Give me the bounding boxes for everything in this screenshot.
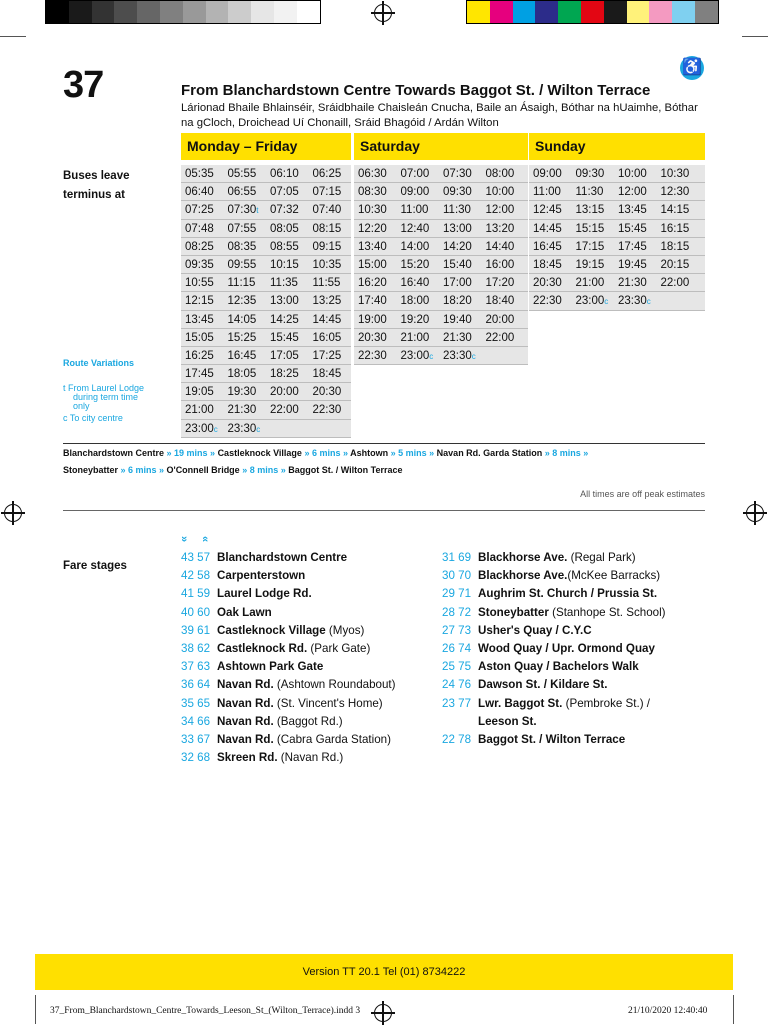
off-peak-note: All times are off peak estimates — [580, 489, 705, 499]
departure-time: 08:00 — [485, 168, 515, 180]
timetable-row — [529, 274, 705, 292]
grayscale-color-bar — [45, 0, 321, 24]
departure-time: 15:45 — [618, 222, 647, 235]
journey-stop: Navan Rd. Garda Station — [436, 448, 543, 458]
departure-time: 14:15 — [660, 204, 690, 217]
timetable-row — [181, 165, 351, 183]
fare-stage: 22 78 Baggot St. / Wilton Terrace — [442, 732, 626, 746]
journey-gap: » 6 mins » — [118, 465, 167, 475]
departure-time: 14:40 — [485, 240, 515, 253]
departure-time: 16:15 — [660, 222, 690, 235]
departure-time: 08:25 — [185, 240, 214, 253]
timetable-row — [181, 256, 351, 274]
departure-time: 17:25 — [312, 349, 342, 362]
departure-time: 19:15 — [575, 258, 605, 271]
journey-gap: » 6 mins » — [301, 448, 351, 458]
departure-time: 21:00 — [185, 404, 214, 417]
departure-time: 15:00 — [358, 258, 387, 271]
fare-stage: 27 73 Usher's Quay / C.Y.C — [442, 623, 592, 637]
departure-time: 06:40 — [185, 186, 214, 199]
fare-stage: 32 68 Skreen Rd. (Navan Rd.) — [181, 751, 344, 765]
departure-time: 06:55 — [227, 186, 257, 199]
crop-mark — [0, 36, 26, 37]
departure-time: 07:05 — [270, 186, 299, 199]
departure-time: 16:20 — [358, 277, 387, 290]
journey-stop: Stoneybatter — [63, 465, 119, 475]
departure-time: 13:15 — [575, 204, 605, 217]
journey-stop: Ashtown — [350, 448, 389, 458]
fare-stage: 35 65 Navan Rd. (St. Vincent's Home) — [181, 696, 383, 710]
departure-time: 11:15 — [227, 277, 256, 290]
buses-leave-label: Buses leave terminus at — [63, 170, 130, 201]
departure-time: 15:25 — [227, 331, 257, 344]
timetable-row — [354, 274, 528, 292]
departure-time: 16:25 — [185, 349, 214, 362]
departure-time: 14:45 — [312, 313, 342, 326]
departure-time: 10:35 — [312, 258, 342, 271]
timetable-row — [181, 347, 351, 365]
departure-time: 20:15 — [660, 258, 690, 271]
departure-time: 11:30 — [575, 186, 604, 199]
fare-stage: 30 70 Blackhorse Ave.(McKee Barracks) — [442, 569, 661, 583]
departure-time: 14:20 — [443, 240, 472, 253]
registration-mark-icon — [4, 504, 22, 522]
departure-time: 17:20 — [485, 277, 515, 290]
departure-time: 08:55 — [270, 240, 299, 253]
departure-time: 12:45 — [533, 204, 562, 217]
fare-stage: 42 58 Carpenterstown — [181, 569, 306, 583]
departure-time: 08:15 — [312, 222, 342, 235]
departure-time: 23:00c — [575, 295, 609, 308]
fare-list-left — [181, 549, 396, 767]
departure-time: 19:20 — [400, 313, 430, 326]
departure-time: 16:40 — [400, 277, 430, 290]
departure-time: 22:30 — [533, 295, 562, 308]
departure-time: 11:00 — [400, 204, 429, 217]
timetable-row — [529, 165, 705, 183]
departure-time: 14:00 — [400, 240, 430, 253]
timetable-row — [529, 220, 705, 238]
timetable-row — [354, 201, 528, 219]
departure-time: 17:40 — [358, 295, 387, 308]
timetable-row — [181, 311, 351, 329]
departure-time: 18:45 — [312, 368, 342, 381]
journey-times-line2 — [63, 465, 403, 475]
departure-time: 18:05 — [227, 368, 257, 381]
departure-time: 13:20 — [485, 222, 515, 235]
departure-time: 10:30 — [358, 204, 387, 217]
departure-time: 07:30 — [443, 168, 472, 180]
timetable-row — [354, 220, 528, 238]
departure-time: 15:40 — [443, 258, 472, 271]
departure-time: 23:00c — [400, 349, 434, 362]
departure-time: 17:00 — [443, 277, 472, 290]
departure-time: 13:00 — [270, 295, 299, 308]
page-title: From Blanchardstown Centre Towards Baggot St. / Wilton Terrace — [181, 82, 651, 99]
departure-time: 05:35 — [185, 168, 214, 180]
timetable-row — [529, 201, 705, 219]
timetable-row — [181, 201, 351, 219]
variation-c: c To city centre — [63, 413, 123, 423]
wheelchair-icon: ♿ — [680, 56, 704, 80]
departure-time: 19:30 — [227, 386, 257, 399]
departure-time: 10:30 — [660, 168, 690, 180]
departure-time: 22:00 — [270, 404, 299, 417]
departure-time: 09:00 — [400, 186, 430, 199]
departure-time: 07:32 — [270, 204, 299, 217]
sunday-header: Sunday — [529, 133, 705, 160]
timetable-row — [181, 329, 351, 347]
departure-time: 09:35 — [185, 258, 214, 271]
fare-stage-continued: Leeson St. — [478, 714, 537, 728]
fare-stage: 24 76 Dawson St. / Kildare St. — [442, 678, 608, 692]
departure-time: 06:10 — [270, 168, 299, 180]
departure-time: 16:00 — [485, 258, 515, 271]
weekday-timetable — [181, 165, 351, 438]
timetable-row — [181, 365, 351, 383]
timetable-row — [354, 256, 528, 274]
journey-stop: O'Connell Bridge — [166, 465, 240, 475]
departure-time: 05:55 — [227, 168, 257, 180]
departure-time: 20:00 — [485, 313, 515, 326]
departure-time: 19:45 — [618, 258, 647, 271]
departure-time: 12:15 — [185, 295, 214, 308]
timetable-row — [529, 183, 705, 201]
process-color-bar — [466, 0, 719, 24]
departure-time: 19:00 — [358, 313, 387, 326]
departure-time: 13:45 — [618, 204, 647, 217]
departure-time: 07:40 — [312, 204, 342, 217]
departure-time: 20:30 — [312, 386, 342, 399]
departure-time: 10:55 — [185, 277, 214, 290]
registration-mark-icon — [374, 4, 392, 22]
down-arrows-icon: » — [178, 535, 191, 543]
timetable-row — [354, 292, 528, 310]
departure-time: 15:15 — [575, 222, 605, 235]
fare-stage: 38 62 Castleknock Rd. (Park Gate) — [181, 641, 371, 655]
departure-time: 21:00 — [575, 277, 605, 290]
departure-time: 13:40 — [358, 240, 387, 253]
departure-time: 13:45 — [185, 313, 214, 326]
departure-time: 10:00 — [618, 168, 647, 180]
fare-stage: 43 57 Blanchardstown Centre — [181, 551, 348, 564]
departure-time: 19:05 — [185, 386, 214, 399]
departure-time: 20:30 — [358, 331, 387, 344]
fare-stage: 40 60 Oak Lawn — [181, 605, 272, 619]
journey-gap: » 8 mins » — [239, 465, 289, 475]
fare-stage: 25 75 Aston Quay / Bachelors Walk — [442, 660, 639, 674]
fare-stages-label: Fare stages — [63, 560, 127, 572]
departure-time: 13:00 — [443, 222, 472, 235]
up-arrows-icon: « — [199, 535, 212, 543]
departure-time: 18:20 — [443, 295, 472, 308]
departure-time: 10:00 — [485, 186, 515, 199]
fare-stage: 31 69 Blackhorse Ave. (Regal Park) — [442, 551, 636, 564]
departure-time: 11:00 — [533, 186, 561, 199]
route-number: 37 — [63, 64, 104, 106]
departure-time: 09:30 — [443, 186, 472, 199]
departure-time: 18:40 — [485, 295, 515, 308]
timetable-row — [354, 311, 528, 329]
departure-time: 08:30 — [358, 186, 387, 199]
registration-mark-icon — [374, 1004, 392, 1022]
fare-stage: 33 67 Navan Rd. (Cabra Garda Station) — [181, 732, 391, 746]
departure-time: 12:20 — [358, 222, 387, 235]
departure-time: 16:45 — [533, 240, 562, 253]
weekday-header: Monday – Friday — [181, 133, 351, 160]
departure-time: 16:05 — [312, 331, 342, 344]
departure-time: 15:05 — [185, 331, 214, 344]
timetable-row — [181, 183, 351, 201]
footer-text: Version TT 20.1 Tel (01) 8734222 — [302, 966, 466, 978]
fare-stage: 34 66 Navan Rd. (Baggot Rd.) — [181, 714, 343, 728]
departure-time: 09:30 — [575, 168, 605, 180]
timetable-row — [181, 383, 351, 401]
footer-bar — [35, 954, 733, 990]
journey-times-line1 — [63, 448, 588, 458]
timetable-row — [529, 256, 705, 274]
departure-time: 23:00c — [185, 422, 218, 435]
departure-time: 07:30t — [227, 204, 259, 217]
departure-time: 15:20 — [400, 258, 430, 271]
divider — [63, 510, 705, 511]
departure-time: 10:15 — [270, 258, 299, 271]
departure-time: 06:30 — [358, 168, 387, 180]
departure-time: 09:15 — [312, 240, 342, 253]
timetable-row — [181, 292, 351, 310]
departure-time: 08:05 — [270, 222, 299, 235]
departure-time: 06:25 — [312, 168, 342, 180]
departure-time: 22:30 — [312, 404, 342, 417]
timetable-row — [354, 347, 528, 365]
timetable-row — [181, 420, 351, 438]
departure-time: 07:55 — [227, 222, 257, 235]
fare-stage: 29 71 Aughrim St. Church / Prussia St. — [442, 587, 658, 601]
departure-time: 12:00 — [485, 204, 515, 217]
crop-mark — [733, 995, 734, 1024]
departure-time: 20:30 — [533, 277, 562, 290]
journey-gap: » 5 mins » — [388, 448, 437, 458]
departure-time: 21:30 — [618, 277, 647, 290]
departure-time: 07:15 — [312, 186, 342, 199]
divider — [63, 443, 705, 444]
departure-time: 22:00 — [660, 277, 690, 290]
journey-gap: » 8 mins » — [542, 448, 589, 458]
departure-time: 14:25 — [270, 313, 299, 326]
saturday-timetable — [354, 165, 528, 365]
departure-time: 21:30 — [227, 404, 257, 417]
crop-mark — [742, 36, 768, 37]
slug-filename: 37_From_Blanchardstown_Centre_Towards_Leeson_St_(Wilton_Terrace).indd 3 — [50, 1006, 361, 1016]
departure-time: 14:05 — [227, 313, 257, 326]
departure-time: 07:25 — [185, 204, 214, 217]
departure-time: 23:30c — [227, 422, 261, 435]
departure-time: 20:00 — [270, 386, 299, 399]
timetable-row — [181, 220, 351, 238]
journey-stop: Castleknock Village — [217, 448, 302, 458]
departure-time: 13:25 — [312, 295, 342, 308]
departure-time: 21:30 — [443, 331, 472, 344]
departure-time: 18:25 — [270, 368, 299, 381]
departure-time: 18:00 — [400, 295, 430, 308]
departure-time: 18:15 — [660, 240, 690, 253]
departure-time: 12:30 — [660, 186, 690, 199]
timetable-row — [354, 238, 528, 256]
timetable-row — [354, 165, 528, 183]
fare-stage: 37 63 Ashtown Park Gate — [181, 660, 324, 674]
irish-title: Lárionad Bhaile Bhlainséir, Sráidbhaile Chaisleán Cnucha, Baile an Ásaigh, Bóthar na hUaimhe, Bóthar na gCloch, Droichead Uí Chonaill, Sráid Bhagóid / Ardán Wilton — [181, 102, 698, 129]
variation-t-line1: t From Laurel Lodge — [63, 383, 145, 393]
fare-stage: 41 59 Laurel Lodge Rd. — [181, 587, 312, 601]
saturday-header: Saturday — [354, 133, 528, 160]
departure-time: 14:45 — [533, 222, 562, 235]
fare-list-right — [442, 549, 666, 749]
timetable-row — [181, 238, 351, 256]
timetable-row — [354, 183, 528, 201]
departure-time: 17:45 — [185, 368, 214, 381]
timetable-row — [529, 292, 705, 310]
departure-time: 22:00 — [485, 331, 515, 344]
departure-time: 15:45 — [270, 331, 299, 344]
journey-stop: Blanchardstown Centre — [63, 448, 165, 458]
departure-time: 07:00 — [400, 168, 430, 180]
departure-time: 16:45 — [227, 349, 257, 362]
departure-time: 07:48 — [185, 222, 214, 235]
departure-time: 11:55 — [312, 277, 341, 290]
journey-stop: Baggot St. / Wilton Terrace — [288, 465, 403, 475]
departure-time: 17:15 — [575, 240, 605, 253]
fare-stage: 36 64 Navan Rd. (Ashtown Roundabout) — [181, 678, 396, 692]
departure-time: 11:35 — [270, 277, 298, 290]
departure-time: 21:00 — [400, 331, 430, 344]
departure-time: 08:35 — [227, 240, 257, 253]
departure-time: 22:30 — [358, 349, 387, 362]
departure-time: 23:30c — [618, 295, 651, 308]
departure-time: 12:00 — [618, 186, 647, 199]
timetable-row — [529, 238, 705, 256]
fare-stage: 39 61 Castleknock Village (Myos) — [181, 623, 365, 637]
fare-stage: 28 72 Stoneybatter (Stanhope St. School) — [442, 605, 666, 619]
timetable-row — [354, 329, 528, 347]
departure-time: 18:45 — [533, 258, 562, 271]
departure-time: 17:45 — [618, 240, 647, 253]
departure-time: 12:35 — [227, 295, 257, 308]
departure-time: 19:40 — [443, 313, 472, 326]
timetable-row — [181, 401, 351, 419]
variation-t-line3: only — [73, 401, 90, 411]
departure-time: 09:55 — [227, 258, 257, 271]
journey-gap: » 19 mins » — [164, 448, 218, 458]
departure-time: 17:05 — [270, 349, 299, 362]
timetable-row — [181, 274, 351, 292]
sunday-timetable — [529, 165, 705, 311]
variation-t-line2: during term time — [73, 392, 139, 402]
crop-mark — [35, 995, 36, 1024]
slug-date: 21/10/2020 12:40:40 — [628, 1006, 708, 1016]
departure-time: 12:40 — [400, 222, 430, 235]
registration-mark-icon — [746, 504, 764, 522]
departure-time: 09:00 — [533, 168, 562, 180]
departure-time: 23:30c — [443, 349, 476, 362]
departure-time: 11:30 — [443, 204, 471, 217]
route-variations-title: Route Variations — [63, 358, 135, 368]
fare-stage: 23 77 Lwr. Baggot St. (Pembroke St.) / — [442, 696, 651, 710]
fare-stage: 26 74 Wood Quay / Upr. Ormond Quay — [442, 641, 655, 655]
